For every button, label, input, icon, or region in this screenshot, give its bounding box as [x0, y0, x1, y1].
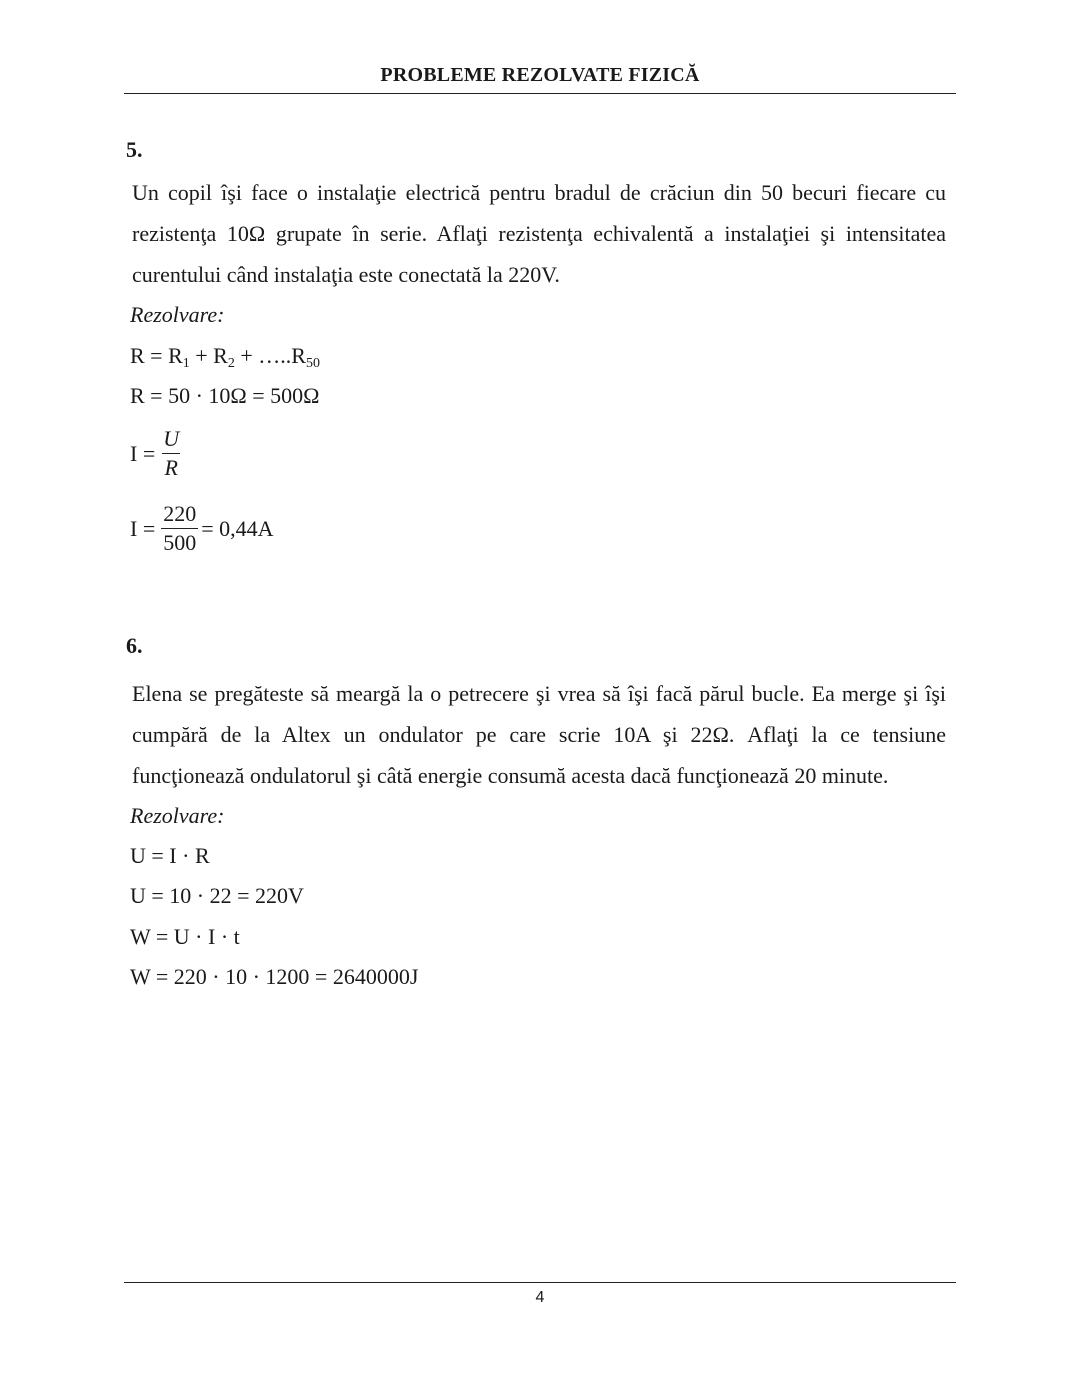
- problem-statement: Elena se pregăteste să meargă la o petrecere şi vrea să îşi facă părul bucle. Ea merge şi îşi cumpără de la Altex un ondulator pe care scrie 10A şi 22Ω. Aflaţi la ce tensiune funcţionează ondulatorul şi câtă energie consumă acesta dacă funcţionează 20 minute.: [132, 681, 946, 788]
- fraction-denominator: R: [164, 455, 178, 480]
- solution-label: Rezolvare:: [130, 803, 225, 828]
- fraction-numerator: 220: [163, 501, 197, 526]
- subscript: 1: [182, 356, 190, 371]
- fraction-denominator: 500: [163, 530, 197, 555]
- equation: U = I · R: [130, 843, 210, 868]
- equation-lhs: I =: [130, 440, 156, 466]
- footer-rule: [124, 1282, 956, 1283]
- problem-statement: Un copil îşi face o instalaţie electrică pentru bradul de crăciun din 50 becuri fiecare cu rezistenţa 10Ω grupate în serie. Aflaţi rezistenţa echivalentă a instalaţiei şi intensitatea curentului când instalaţia este conectată la 220V.: [132, 180, 946, 287]
- equation-text: + R: [189, 343, 228, 368]
- fraction-numerator: U: [163, 426, 180, 451]
- page-header-title: PROBLEME REZOLVATE FIZICĂ: [380, 64, 700, 86]
- equation: U = 10 · 22 = 220V: [130, 883, 304, 908]
- fraction-equation: [130, 425, 184, 482]
- equation: [130, 343, 320, 372]
- problem-number: 5.: [126, 137, 143, 162]
- page-number: 4: [535, 1289, 545, 1306]
- fraction: [161, 425, 181, 482]
- subscript: 50: [305, 356, 320, 371]
- solution-label: Rezolvare:: [130, 302, 225, 327]
- fraction: [161, 500, 198, 557]
- header-rule: [124, 93, 956, 94]
- fraction-equation: [130, 500, 274, 557]
- equation-text: R = R: [130, 343, 183, 368]
- equation-text: + …..R: [234, 343, 306, 368]
- equation-rhs: = 0,44A: [201, 515, 274, 541]
- equation: W = U · I · t: [130, 924, 240, 949]
- problem-number: 6.: [126, 633, 143, 658]
- equation: R = 50 · 10Ω = 500Ω: [130, 383, 320, 408]
- equation-lhs: I =: [130, 515, 156, 541]
- subscript: 2: [227, 356, 235, 371]
- equation: W = 220 · 10 · 1200 = 2640000J: [130, 964, 419, 989]
